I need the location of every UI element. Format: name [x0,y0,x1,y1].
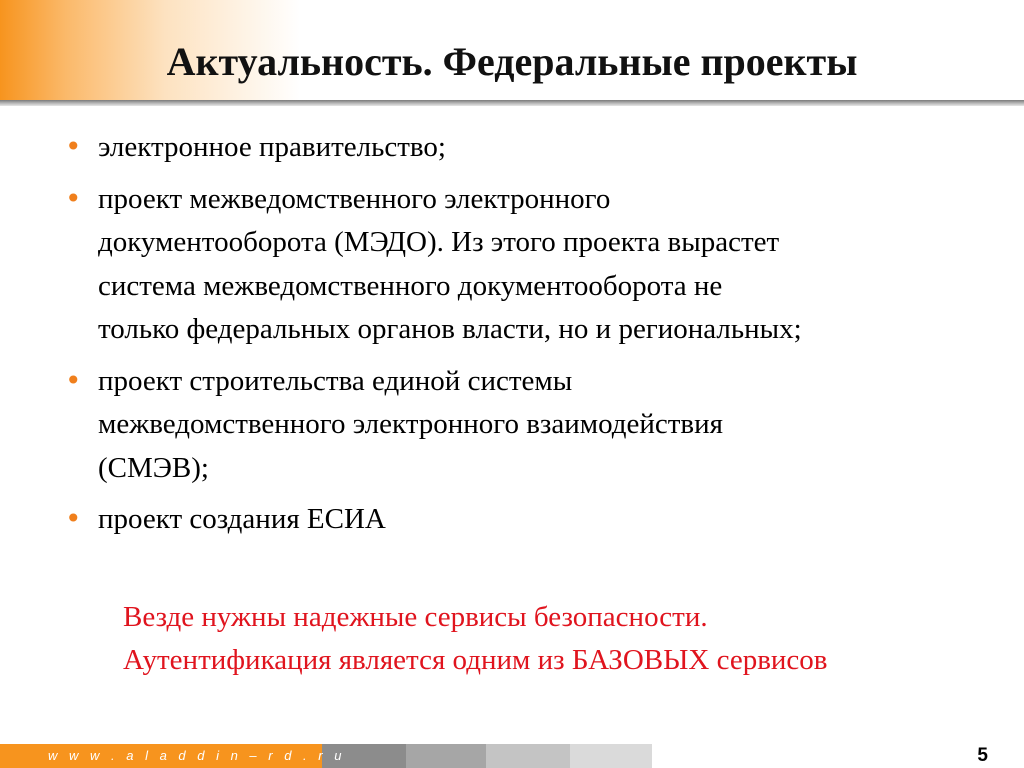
footer-gray-band-4 [570,744,652,768]
bullet-text-line: (СМЭВ); [98,451,209,484]
bullet-text-line: проект создания ЕСИА [98,503,386,535]
bullet-text-line: межведомственного электронного взаимодействия [98,408,723,440]
bullet-marker-icon: • [65,130,82,163]
bullet-text-line: только федеральных органов власти, но и региональных; [98,313,802,345]
bullet-item [60,178,960,352]
bullet-text-line: электронное правительство; [98,131,446,163]
bullet-text-line: документооборота (МЭДО). Из этого проекта вырастет [98,226,780,258]
bullet-item [60,498,960,542]
note-line-1: Везде нужны надежные сервисы безопасности. [123,601,708,633]
bullet-text-line: проект строительства единой системы [98,364,573,397]
bullet-marker-icon: • [65,502,82,535]
bullet-text-line: система межведомственного документооборота не [98,269,723,302]
bullet-marker-icon: • [65,363,82,397]
note-line-2: Аутентификация является одним из БАЗОВЫХ сервисов [123,644,828,676]
footer-website-url: w w w . a l a d d i n – r d . r u [48,748,346,763]
slide-title: Актуальность. Федеральные проекты [166,39,858,84]
bullet-text-line: проект межведомственного электронного [98,182,611,215]
header-divider [0,100,1024,106]
bullet-item [60,126,960,170]
bullet-item [60,360,960,491]
highlight-note [123,596,1003,682]
footer-bar [0,744,1024,768]
bullet-list [60,126,960,550]
footer-gray-band-3 [486,744,570,768]
bullet-marker-icon: • [65,181,82,215]
footer-gray-band-2 [406,744,486,768]
page-number: 5 [977,745,988,766]
